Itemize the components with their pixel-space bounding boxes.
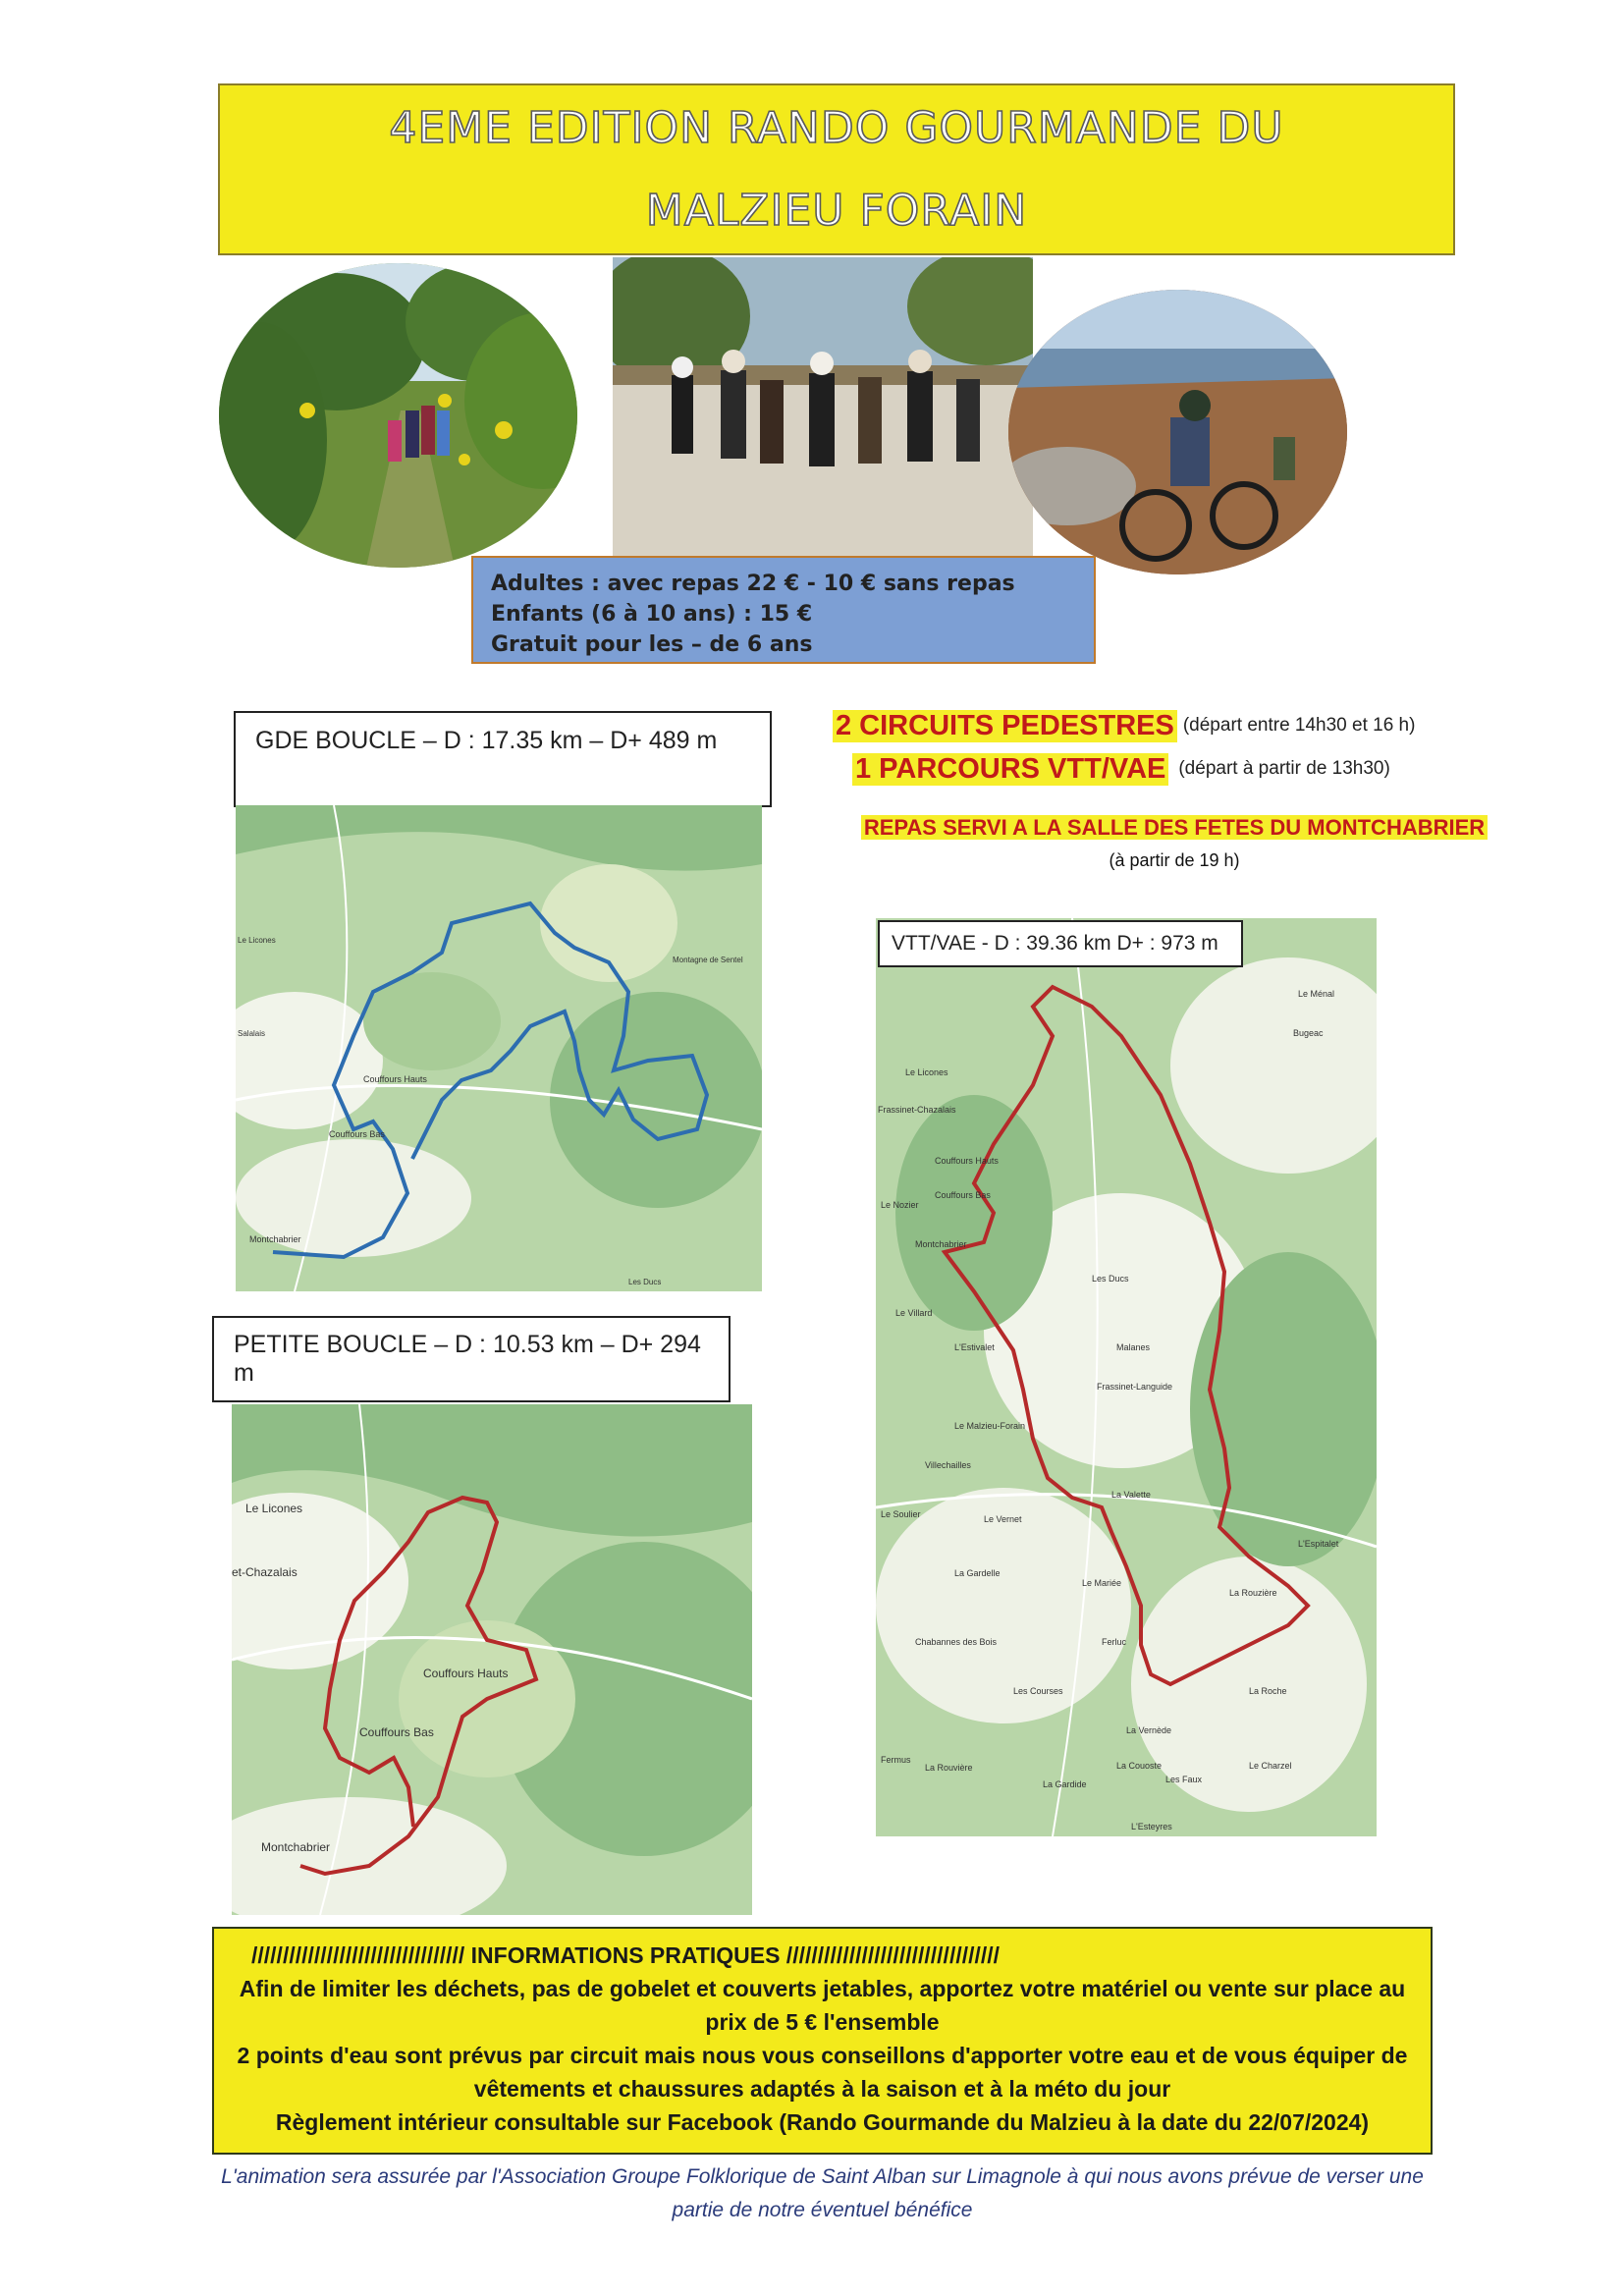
petite-map-label-couffours-bas: Couffours Bas: [359, 1725, 434, 1739]
dancers-photo: [613, 257, 1033, 557]
walking-circuits-label: 2 CIRCUITS PEDESTRES: [833, 710, 1177, 742]
title-line-1: 4EME EDITION RANDO GOURMANDE DU: [389, 102, 1284, 153]
vtt-label-14: Villechailles: [925, 1460, 971, 1470]
vtt-label-27: Fermus: [881, 1755, 911, 1765]
vtt-label-30: Le Charzel: [1249, 1761, 1292, 1771]
circuits-bike-line: [852, 749, 1598, 789]
vtt-label-33: L'Esteyres: [1131, 1822, 1172, 1831]
petite-boucle-map: [232, 1404, 752, 1915]
vtt-label-6: Le Nozier: [881, 1200, 919, 1210]
vtt-label-5: Couffours Bas: [935, 1190, 991, 1200]
vtt-label-20: L'Espitalet: [1298, 1539, 1339, 1549]
hikers-photo: [219, 263, 577, 568]
vtt-label-3: Frassinet-Chazalais: [878, 1105, 956, 1115]
gde-map-label-couffours-hauts: Couffours Hauts: [363, 1074, 427, 1084]
gde-map-label-les-ducs: Les Ducs: [628, 1278, 662, 1286]
price-free: Gratuit pour les – de 6 ans: [491, 632, 813, 657]
practical-info-box: [212, 1927, 1433, 2155]
vtt-label-26: La Vernède: [1126, 1725, 1172, 1735]
vtt-label-12: Frassinet-Languide: [1097, 1382, 1173, 1392]
vtt-label-13: Le Malzieu-Forain: [954, 1421, 1026, 1431]
practical-info-heading: ////////////////////////////////// INFORMATIONS PRATIQUES //////////////////////////////////: [251, 1942, 1001, 1968]
vtt-label-23: Ferluc: [1102, 1637, 1127, 1647]
vtt-label-31: La Gardide: [1043, 1779, 1087, 1789]
practical-info-line-3: Règlement intérieur consultable sur Facebook (Rando Gourmande du Malzieu à la date du 22/07/2024): [275, 2109, 1370, 2135]
gde-map-label-licones: Le Licones: [238, 936, 276, 945]
vtt-label-4: Couffours Hauts: [935, 1156, 999, 1166]
vtt-map: [876, 918, 1377, 1836]
title-line-2: MALZIEU FORAIN: [645, 185, 1028, 236]
bikers-photo: [1008, 290, 1347, 574]
vtt-label-21: La Rouzière: [1229, 1588, 1277, 1598]
vtt-title: VTT/VAE - D : 39.36 km D+ : 973 m: [878, 920, 1243, 967]
vtt-label-18: La Gardelle: [954, 1568, 1001, 1578]
vtt-label-7: Montchabrier: [915, 1239, 967, 1249]
vtt-label-29: La Couoste: [1116, 1761, 1163, 1771]
price-box: [471, 556, 1096, 664]
petite-map-label-licones: Le Licones: [245, 1502, 303, 1515]
vtt-label-15: La Valette: [1111, 1490, 1151, 1500]
gde-map-label-montagne: Montagne de Sentel: [673, 956, 743, 964]
vtt-label-16: Le Soulier: [881, 1509, 921, 1519]
vtt-label-17: Le Vernet: [984, 1514, 1022, 1524]
gde-map-label-salalais: Salalais: [238, 1029, 266, 1038]
gde-boucle-map: [236, 805, 762, 1291]
meal-time-note: (à partir de 19 h): [1109, 850, 1240, 870]
practical-info-line-1: Afin de limiter les déchets, pas de gobelet et couverts jetables, apportez votre matériel ou vente sur place au prix de 5 € l'ensemble: [239, 1976, 1406, 2035]
circuits-walking-line: [833, 706, 1579, 745]
vtt-label-8: Le Villard: [895, 1308, 933, 1318]
vtt-label-25: Les Courses: [1013, 1686, 1063, 1696]
gde-map-label-couffours-bas: Couffours Bas: [329, 1129, 385, 1139]
vtt-label-19: Le Mariée: [1082, 1578, 1122, 1588]
bike-start-note: (départ à partir de 13h30): [1178, 758, 1390, 779]
vtt-label-10: Les Ducs: [1092, 1274, 1129, 1284]
vtt-label-24: La Roche: [1249, 1686, 1287, 1696]
petite-map-label-montchabrier: Montchabrier: [261, 1840, 331, 1854]
gde-boucle-title: GDE BOUCLE – D : 17.35 km – D+ 489 m: [234, 711, 772, 807]
walking-start-note: (départ entre 14h30 et 16 h): [1182, 715, 1416, 736]
meal-label: REPAS SERVI A LA SALLE DES FETES DU MONTCHABRIER: [861, 815, 1488, 840]
petite-map-label-couffours-hauts: Couffours Hauts: [423, 1667, 509, 1680]
gde-map-label-montchabrier: Montchabrier: [249, 1234, 301, 1244]
price-adults: Adultes : avec repas 22 € - 10 € sans repas: [491, 572, 1015, 596]
petite-boucle-title: PETITE BOUCLE – D : 10.53 km – D+ 294 m: [212, 1316, 731, 1402]
practical-info-line-2: 2 points d'eau sont prévus par circuit mais nous vous conseillons d'apporter votre eau et de vous équiper de vêtements et chaussures adaptés à la saison et à la méto du jour: [237, 2043, 1408, 2102]
vtt-label-2: Le Licones: [905, 1067, 948, 1077]
vtt-label-0: Le Ménal: [1298, 989, 1335, 999]
vtt-label-28: La Rouvière: [925, 1763, 973, 1773]
meal-line: [821, 815, 1528, 845]
vtt-label-11: Malanes: [1116, 1342, 1151, 1352]
price-children: Enfants (6 à 10 ans) : 15 €: [491, 602, 813, 627]
title-banner: [218, 83, 1455, 255]
vtt-label-22: Chabannes des Bois: [915, 1637, 998, 1647]
vtt-label-9: L'Estivalet: [954, 1342, 995, 1352]
bike-course-label: 1 PARCOURS VTT/VAE: [852, 753, 1168, 786]
footer-note: L'animation sera assurée par l'Association Groupe Folklorique de Saint Alban sur Limagnole à qui nous avons prévue de verser une partie de notre éventuel bénéfice: [221, 2165, 1424, 2221]
vtt-label-1: Bugeac: [1293, 1028, 1324, 1038]
petite-map-label-chazalais: et-Chazalais: [232, 1565, 298, 1579]
vtt-label-32: Les Faux: [1165, 1775, 1203, 1784]
